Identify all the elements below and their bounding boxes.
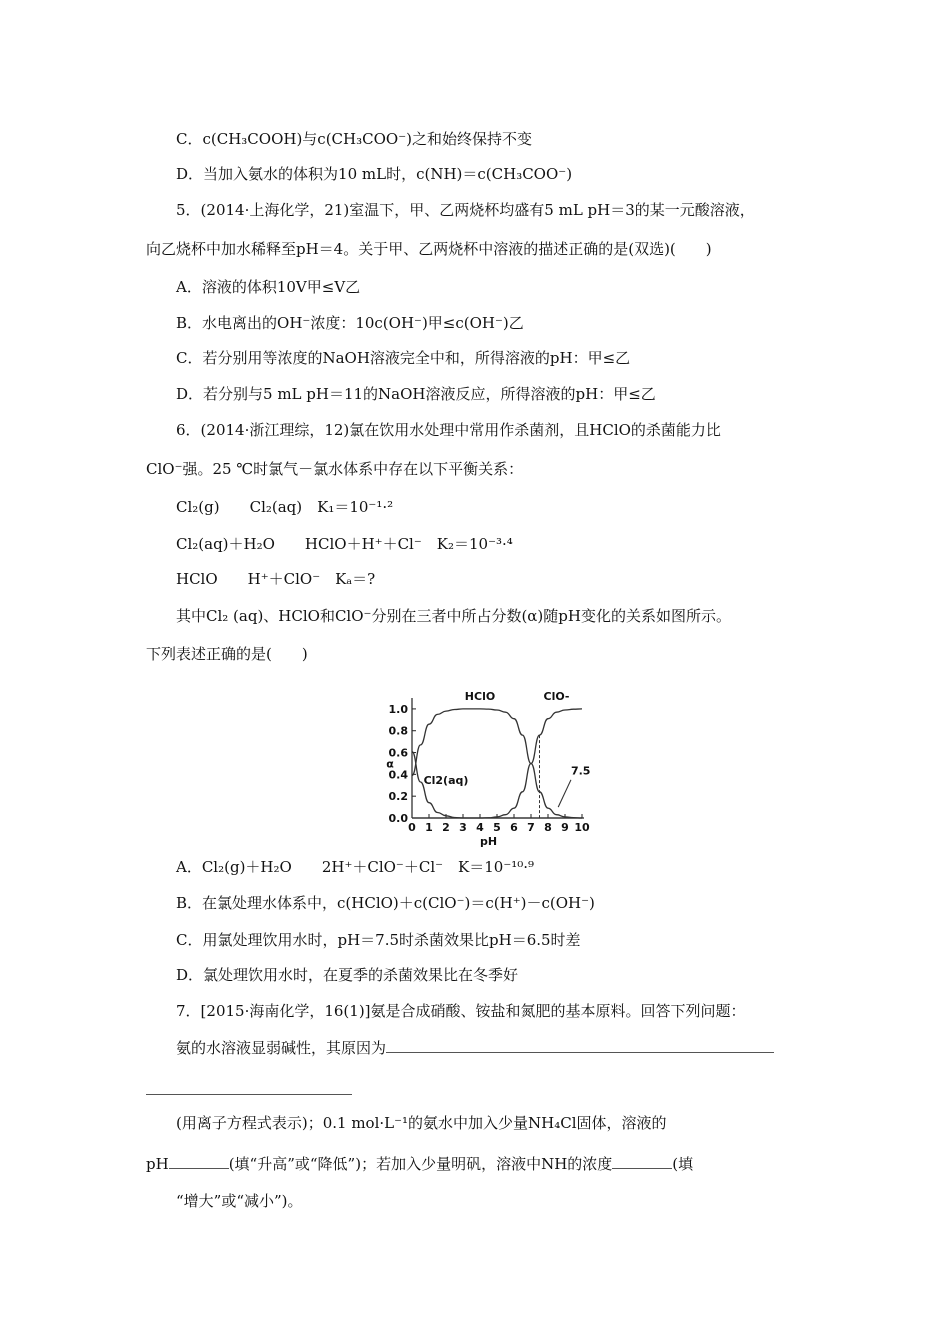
y-tick-label: 0.4 <box>388 768 408 782</box>
option-a-q5: A．溶液的体积10V甲≤V乙 <box>176 278 361 296</box>
option-b-q6: B．在氯处理水体系中，c(HClO)＋c(ClO⁻)＝c(H⁺)－c(OH⁻) <box>176 894 595 912</box>
series-line-2 <box>412 709 582 818</box>
question-7-line3: (用离子方程式表示)；0.1 mol·L⁻¹的氨水中加入少量NH₄Cl固体，溶液的 <box>176 1114 667 1132</box>
series-line-1 <box>412 709 582 818</box>
y-axis-label: α <box>386 757 394 771</box>
question-7-line4-end: (填 <box>672 1155 694 1173</box>
answer-blank-1[interactable] <box>386 1036 774 1053</box>
x-tick-label: 6 <box>510 821 518 834</box>
x-axis-label: pH <box>479 835 498 848</box>
ph-label: pH <box>146 1155 169 1173</box>
x-tick-label: 5 <box>493 821 501 834</box>
x-tick-label: 9 <box>561 821 569 834</box>
series-label-2: Cl2(aq) <box>423 774 469 788</box>
x-tick-label: 0 <box>408 821 416 834</box>
option-c-q5: C．若分别用等浓度的NaOH溶液完全中和，所得溶液的pH：甲≤乙 <box>176 349 631 367</box>
annotation-pointer <box>558 780 571 807</box>
answer-blank-2[interactable] <box>169 1152 229 1169</box>
question-7-line2-text: 氨的水溶液显弱碱性，其原因为 <box>176 1039 387 1057</box>
y-tick-label: 0.8 <box>388 724 408 738</box>
question-7-line4 <box>146 1152 693 1175</box>
y-tick-label: 0.0 <box>388 812 408 825</box>
option-d-q6: D．氯处理饮用水时，在夏季的杀菌效果比在冬季好 <box>176 966 519 984</box>
equilibrium-2: Cl₂(aq)＋H₂O HClO＋H⁺＋Cl⁻ K₂＝10⁻³·⁴ <box>176 535 513 553</box>
y-tick-label: 0.6 <box>388 746 408 760</box>
series-label-1: ClO- <box>543 690 570 703</box>
question-7-line2 <box>176 1036 774 1059</box>
x-tick-label: 7 <box>527 821 535 834</box>
option-a-q6: A．Cl₂(g)＋H₂O 2H⁺＋ClO⁻＋Cl⁻ K＝10⁻¹⁰·⁹ <box>176 858 535 876</box>
alpha-ph-chart <box>356 683 596 853</box>
option-d-q4: D．当加入氨水的体积为10 mL时，c(NH)＝c(CH₃COO⁻) <box>176 165 573 183</box>
x-tick-label: 4 <box>476 821 484 834</box>
answer-blank-1-continued[interactable] <box>146 1094 352 1095</box>
option-c-q6: C．用氯处理饮用水时，pH＝7.5时杀菌效果比pH＝6.5时差 <box>176 931 581 949</box>
question-6-prompt: 下列表述正确的是( ) <box>146 645 308 663</box>
equilibrium-1: Cl₂(g) Cl₂(aq) K₁＝10⁻¹·² <box>176 498 394 516</box>
y-tick-label: 1.0 <box>388 702 408 716</box>
question-7-line4-text: (填“升高”或“降低”)；若加入少量明矾，溶液中NH的浓度 <box>228 1155 613 1173</box>
option-c-q4: C．c(CH₃COOH)与c(CH₃COO⁻)之和始终保持不变 <box>176 130 532 148</box>
question-7-line5: “增大”或“减小”)。 <box>176 1192 303 1210</box>
x-tick-label: 2 <box>442 821 450 834</box>
x-tick-label: 1 <box>425 821 433 834</box>
x-tick-label: 3 <box>459 821 467 834</box>
question-5-stem-line2: 向乙烧杯中加水稀释至pH＝4。关于甲、乙两烧杯中溶液的描述正确的是(双选)( ) <box>146 240 712 258</box>
equilibrium-3: HClO H⁺＋ClO⁻ Kₐ＝? <box>176 570 376 588</box>
series-label-0: HClO <box>464 690 496 703</box>
question-5-stem-line1: 5．(2014·上海化学，21)室温下，甲、乙两烧杯均盛有5 mL pH＝3的某一元酸溶液， <box>176 201 755 219</box>
option-b-q5: B．水电离出的OH⁻浓度：10c(OH⁻)甲≤c(OH⁻)乙 <box>176 314 524 332</box>
annotation-7-5: 7.5 <box>570 764 591 778</box>
x-tick-label: 8 <box>544 821 552 834</box>
chart-plot <box>412 690 590 818</box>
option-d-q5: D．若分别与5 mL pH＝11的NaOH溶液反应，所得溶液的pH：甲≤乙 <box>176 385 656 403</box>
question-6-figure-desc: 其中Cl₂ (aq)、HClO和ClO⁻分别在三者中所占分数(α)随pH变化的关系如图所示。 <box>176 607 731 625</box>
y-tick-label: 0.2 <box>388 790 408 804</box>
answer-blank-3[interactable] <box>612 1152 672 1169</box>
x-tick-label: 10 <box>574 821 590 834</box>
question-7-stem: 7．[2015·海南化学，16(1)]氨是合成硝酸、铵盐和氮肥的基本原料。回答下列问题： <box>176 1002 746 1020</box>
question-6-stem-line2: ClO⁻强。25 ℃时氯气－氯水体系中存在以下平衡关系： <box>146 460 524 478</box>
question-6-stem-line1: 6．(2014·浙江理综，12)氯在饮用水处理中常用作杀菌剂，且HClO的杀菌能力比 <box>176 421 721 439</box>
